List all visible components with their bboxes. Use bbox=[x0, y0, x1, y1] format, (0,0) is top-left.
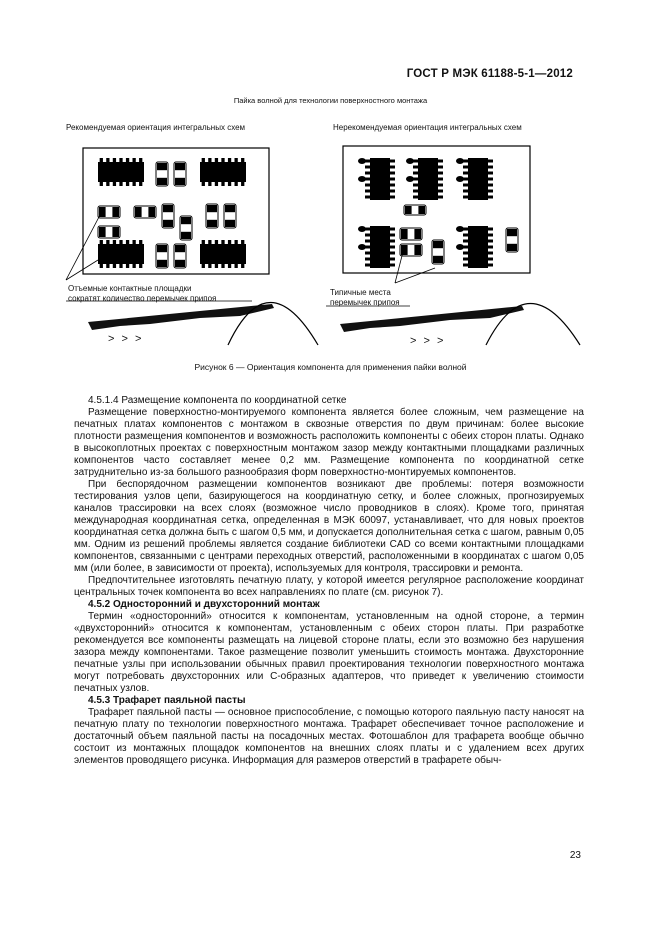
chip-terminal bbox=[163, 205, 173, 212]
chip-pin bbox=[365, 166, 370, 169]
chip-pin bbox=[221, 182, 224, 186]
chip-pin bbox=[438, 196, 443, 199]
chip-pin bbox=[139, 158, 142, 162]
chip-pin bbox=[208, 182, 211, 186]
chip-pin bbox=[208, 240, 211, 244]
chip-terminal bbox=[175, 178, 185, 185]
left-conveyor bbox=[88, 304, 274, 330]
chip-pin bbox=[463, 252, 468, 255]
chip-pin bbox=[390, 234, 395, 237]
chip-pin bbox=[488, 234, 493, 237]
chip-pin bbox=[463, 190, 468, 193]
solder-bridge bbox=[358, 244, 366, 250]
chip-pin bbox=[228, 264, 231, 268]
chip-pin bbox=[463, 258, 468, 261]
chip-pin bbox=[488, 264, 493, 267]
chip-pin bbox=[113, 240, 116, 244]
chip-terminal bbox=[433, 256, 443, 263]
chip-pin bbox=[126, 240, 129, 244]
left-callout-line1: Отъемные контактные площадки bbox=[68, 284, 192, 293]
chip-terminal bbox=[157, 245, 167, 252]
chip-component bbox=[206, 204, 218, 228]
chip-pin bbox=[100, 182, 103, 186]
chip-pin bbox=[126, 182, 129, 186]
chip-terminal bbox=[507, 244, 517, 251]
chip-pin bbox=[139, 182, 142, 186]
chip-pin bbox=[438, 190, 443, 193]
chip-pin bbox=[365, 184, 370, 187]
chip-pin bbox=[100, 158, 103, 162]
heading-4514: 4.5.1.4 Размещение компонента по координатной сетке bbox=[88, 395, 347, 406]
chip-pin bbox=[215, 240, 218, 244]
chip-pin bbox=[228, 158, 231, 162]
chip-terminal bbox=[175, 245, 185, 252]
paragraph: Термин «односторонний» относится к компонентам, установленным на одной стороне, а термин «двухсторонний» относится к компонентам, установленным с обеих сторон платы. При разработке рекомендуется все компоненты размещать на лицевой стороне платы, если это возможно без нарушения зазора между компонентами. Такое размещение позволит уменьшить стоимость монтажа. Двухсторонние печатные узлы при использовании обычных правил проектирования технологии поверхностного монтажа могут потребовать двухсторонних или С-образных адаптеров, что приведет к увеличению стоимости печатных узлов. bbox=[74, 611, 584, 694]
chip-component bbox=[432, 240, 444, 264]
chip-component bbox=[174, 244, 186, 268]
chip-pin bbox=[126, 158, 129, 162]
chip-terminal bbox=[401, 245, 408, 255]
chip-pin bbox=[235, 240, 238, 244]
chip-pin bbox=[488, 196, 493, 199]
figure-caption: Рисунок 6 — Ориентация компонента для применения пайки волной bbox=[194, 362, 467, 372]
chip-pin bbox=[365, 252, 370, 255]
chip-pin bbox=[106, 264, 109, 268]
chip-terminal bbox=[433, 241, 443, 248]
chip-pin bbox=[133, 264, 136, 268]
chip-body bbox=[468, 158, 488, 200]
chip-terminal bbox=[148, 207, 155, 217]
chip-terminal bbox=[181, 232, 191, 239]
chip-pin bbox=[463, 234, 468, 237]
right-direction-arrows: > > > bbox=[410, 335, 446, 347]
chip-pin bbox=[488, 172, 493, 175]
chip-pin bbox=[241, 182, 244, 186]
right-callout-line2: перемычек припоя bbox=[330, 298, 400, 307]
wave-soldering-figure bbox=[0, 0, 661, 380]
chip-pin bbox=[488, 258, 493, 261]
chip-pin bbox=[488, 252, 493, 255]
chip-pin bbox=[463, 166, 468, 169]
chip-body bbox=[98, 244, 144, 264]
chip-pin bbox=[438, 172, 443, 175]
chip-pin bbox=[133, 158, 136, 162]
chip-terminal bbox=[175, 163, 185, 170]
chip-pin bbox=[202, 158, 205, 162]
chip-component bbox=[162, 204, 174, 228]
chip-pin bbox=[100, 264, 103, 268]
chip-pin bbox=[390, 160, 395, 163]
chip-pin bbox=[365, 240, 370, 243]
chip-pin bbox=[133, 182, 136, 186]
chip-pin bbox=[241, 264, 244, 268]
chip-pin bbox=[390, 258, 395, 261]
standard-header: ГОСТ Р МЭК 61188-5-1—2012 bbox=[406, 68, 573, 80]
chip-pin bbox=[133, 240, 136, 244]
chip-pin bbox=[215, 264, 218, 268]
chip-body bbox=[200, 162, 246, 182]
solder-bridge bbox=[456, 158, 464, 164]
chip-terminal bbox=[157, 260, 167, 267]
chip-pin bbox=[100, 240, 103, 244]
right-callout-text bbox=[330, 288, 400, 308]
chip-terminal bbox=[401, 229, 408, 239]
chip-pin bbox=[463, 240, 468, 243]
chip-pin bbox=[202, 240, 205, 244]
chip-terminal bbox=[135, 207, 142, 217]
chip-pin bbox=[139, 240, 142, 244]
chip-pin bbox=[390, 184, 395, 187]
body-text bbox=[74, 395, 584, 767]
chip-terminal bbox=[405, 206, 412, 214]
chip-pin bbox=[119, 240, 122, 244]
chip-terminal bbox=[157, 163, 167, 170]
chip-terminal bbox=[418, 206, 425, 214]
chip-component bbox=[98, 206, 120, 218]
chip-terminal bbox=[225, 205, 235, 212]
right-callout-line1: Типичные места bbox=[330, 288, 391, 297]
chip-pin bbox=[438, 178, 443, 181]
chip-pin bbox=[463, 172, 468, 175]
chip-pin bbox=[390, 172, 395, 175]
chip-component bbox=[134, 206, 156, 218]
chip-pin bbox=[365, 264, 370, 267]
chip-pin bbox=[139, 264, 142, 268]
chip-pin bbox=[413, 196, 418, 199]
paragraph: Трафарет паяльной пасты — основное приспособление, с помощью которого паяльную пасту наносят на печатную плату по технологии поверхностного монтажа. Трафарет обеспечивает точное расположение и достаточный объем паяльной пасты на посадочных местах. Фотошаблон для трафарета вообще обычно состоит из монтажных площадок компонентов на внешних слоях платы и с удалением всех других элементов проводящего рисунка. Информация для размеров отверстий в трафарете обыч- bbox=[74, 707, 584, 766]
paragraph: Предпочтительнее изготовлять печатную плату, у которой имеется регулярное расположение координат центральных точек компонента во всех направлениях по плате (см. рисунок 7). bbox=[74, 575, 584, 598]
chip-pin bbox=[488, 240, 493, 243]
solder-bridge bbox=[456, 244, 464, 250]
soic-chip bbox=[98, 158, 144, 186]
soic-chip bbox=[200, 158, 246, 186]
chip-pin bbox=[488, 228, 493, 231]
chip-pin bbox=[215, 158, 218, 162]
chip-terminal bbox=[181, 217, 191, 224]
solder-bridge bbox=[456, 176, 464, 182]
chip-component bbox=[506, 228, 518, 252]
chip-pin bbox=[208, 264, 211, 268]
chip-pin bbox=[126, 264, 129, 268]
chip-body bbox=[200, 244, 246, 264]
chip-pin bbox=[221, 240, 224, 244]
chip-pin bbox=[438, 184, 443, 187]
chip-pin bbox=[221, 264, 224, 268]
chip-pin bbox=[241, 240, 244, 244]
chip-pin bbox=[119, 264, 122, 268]
chip-pin bbox=[390, 252, 395, 255]
chip-pin bbox=[365, 190, 370, 193]
chip-body bbox=[370, 226, 390, 268]
chip-pin bbox=[390, 246, 395, 249]
left-direction-arrows: > > > bbox=[108, 333, 144, 345]
right-diagram-label: Нерекомендуемая ориентация интегральных схем bbox=[333, 123, 522, 132]
left-callout-line2: сократят количество перемычек припоя bbox=[68, 294, 217, 303]
chip-pin bbox=[113, 264, 116, 268]
page-number: 23 bbox=[569, 850, 581, 861]
chip-pin bbox=[390, 264, 395, 267]
chip-pin bbox=[463, 184, 468, 187]
heading-452: 4.5.2 Односторонний и двухсторонний монтаж bbox=[88, 599, 320, 610]
solder-bridge bbox=[358, 176, 366, 182]
chip-pin bbox=[488, 190, 493, 193]
chip-component bbox=[98, 226, 120, 238]
chip-pin bbox=[221, 158, 224, 162]
chip-pin bbox=[413, 172, 418, 175]
soic-chip bbox=[98, 240, 144, 268]
chip-pin bbox=[365, 258, 370, 261]
chip-pin bbox=[241, 158, 244, 162]
chip-pin bbox=[390, 178, 395, 181]
soic-chip bbox=[200, 240, 246, 268]
chip-body bbox=[418, 158, 438, 200]
chip-pin bbox=[215, 182, 218, 186]
chip-pin bbox=[488, 160, 493, 163]
left-callout-text bbox=[68, 284, 216, 304]
chip-pin bbox=[390, 228, 395, 231]
chip-pin bbox=[488, 166, 493, 169]
solder-bridge bbox=[358, 226, 366, 232]
paragraph: Размещение поверхностно-монтируемого компонента является более сложным, чем размещение на печатных платах компонентов с монтажом в сквозные отверстия по двум причинам: более высокие плотности размещения компонентов и возможность расположить компоненты с обеих сторон платы. Однако в высокоплотных проектах с поверхностным монтажом зазор между контактными площадками различных компонентов часто составляет менее 0,2 мм. Размещение компонента по координатной сетке затруднительно из-за большого разнообразия форм поверхностно-монтируемых компонентов. bbox=[74, 407, 584, 478]
chip-component bbox=[404, 205, 426, 215]
chip-pin bbox=[106, 240, 109, 244]
chip-terminal bbox=[414, 245, 421, 255]
chip-pin bbox=[438, 160, 443, 163]
chip-body bbox=[98, 162, 144, 182]
chip-pin bbox=[235, 182, 238, 186]
chip-pin bbox=[113, 158, 116, 162]
chip-terminal bbox=[112, 207, 119, 217]
chip-terminal bbox=[414, 229, 421, 239]
chip-pin bbox=[113, 182, 116, 186]
chip-pin bbox=[390, 190, 395, 193]
chip-pin bbox=[365, 196, 370, 199]
chip-pin bbox=[365, 172, 370, 175]
chip-pin bbox=[235, 158, 238, 162]
heading-453: 4.5.3 Трафарет паяльной пасты bbox=[88, 695, 246, 706]
solder-bridge bbox=[406, 176, 414, 182]
chip-pin bbox=[119, 158, 122, 162]
chip-pin bbox=[488, 178, 493, 181]
chip-terminal bbox=[225, 220, 235, 227]
figure-title: Пайка волной для технологии поверхностного монтажа bbox=[233, 96, 428, 105]
chip-pin bbox=[228, 182, 231, 186]
chip-terminal bbox=[207, 205, 217, 212]
chip-terminal bbox=[157, 178, 167, 185]
chip-pin bbox=[463, 196, 468, 199]
chip-component bbox=[180, 216, 192, 240]
solder-bridge bbox=[358, 158, 366, 164]
chip-pin bbox=[390, 166, 395, 169]
chip-pin bbox=[390, 196, 395, 199]
chip-pin bbox=[235, 264, 238, 268]
chip-pin bbox=[438, 166, 443, 169]
chip-terminal bbox=[175, 260, 185, 267]
chip-terminal bbox=[207, 220, 217, 227]
chip-pin bbox=[208, 158, 211, 162]
paragraph: При беспорядочном размещении компонентов возникают две проблемы: потеря возможности тестирования узлов цепи, базирующегося на координатную сетку, и более сложных, прогнозируемых каналов трассировки на всех слоях (возможное число проводников в слоях). Кроме того, принятая международная координатная сетка, определенная в МЭК 60097, устанавливает, что для новых проектов координатная сетка должна быть с шагом 0,5 мм, и допускается дополнительная сетка с шагом, равным 0,05 мм. Одним из решений проблемы является создание библиотеки CAD со всеми контактными площадками компонентов, связанными с центрами переходных отверстий, расположенными в координатах с шагом 0,05 мм (или более, в зависимости от проекта), используемых для контроля, трассировки и ремонта. bbox=[74, 479, 584, 574]
chip-pin bbox=[365, 234, 370, 237]
chip-pin bbox=[463, 264, 468, 267]
solder-bridge bbox=[456, 226, 464, 232]
chip-component bbox=[400, 228, 422, 240]
chip-pin bbox=[413, 166, 418, 169]
chip-component bbox=[224, 204, 236, 228]
chip-terminal bbox=[163, 220, 173, 227]
chip-pin bbox=[488, 184, 493, 187]
chip-pin bbox=[202, 182, 205, 186]
solder-bridge bbox=[406, 158, 414, 164]
chip-body bbox=[370, 158, 390, 200]
chip-component bbox=[156, 244, 168, 268]
chip-pin bbox=[413, 184, 418, 187]
chip-terminal bbox=[112, 227, 119, 237]
chip-pin bbox=[119, 182, 122, 186]
chip-pin bbox=[488, 246, 493, 249]
chip-body bbox=[468, 226, 488, 268]
chip-component bbox=[174, 162, 186, 186]
chip-pin bbox=[106, 182, 109, 186]
chip-pin bbox=[390, 240, 395, 243]
chip-pin bbox=[202, 264, 205, 268]
left-diagram-label: Рекомендуемая ориентация интегральных схем bbox=[66, 123, 246, 132]
chip-pin bbox=[228, 240, 231, 244]
chip-component bbox=[156, 162, 168, 186]
chip-terminal bbox=[507, 229, 517, 236]
chip-terminal bbox=[99, 227, 106, 237]
chip-pin bbox=[413, 190, 418, 193]
chip-pin bbox=[106, 158, 109, 162]
